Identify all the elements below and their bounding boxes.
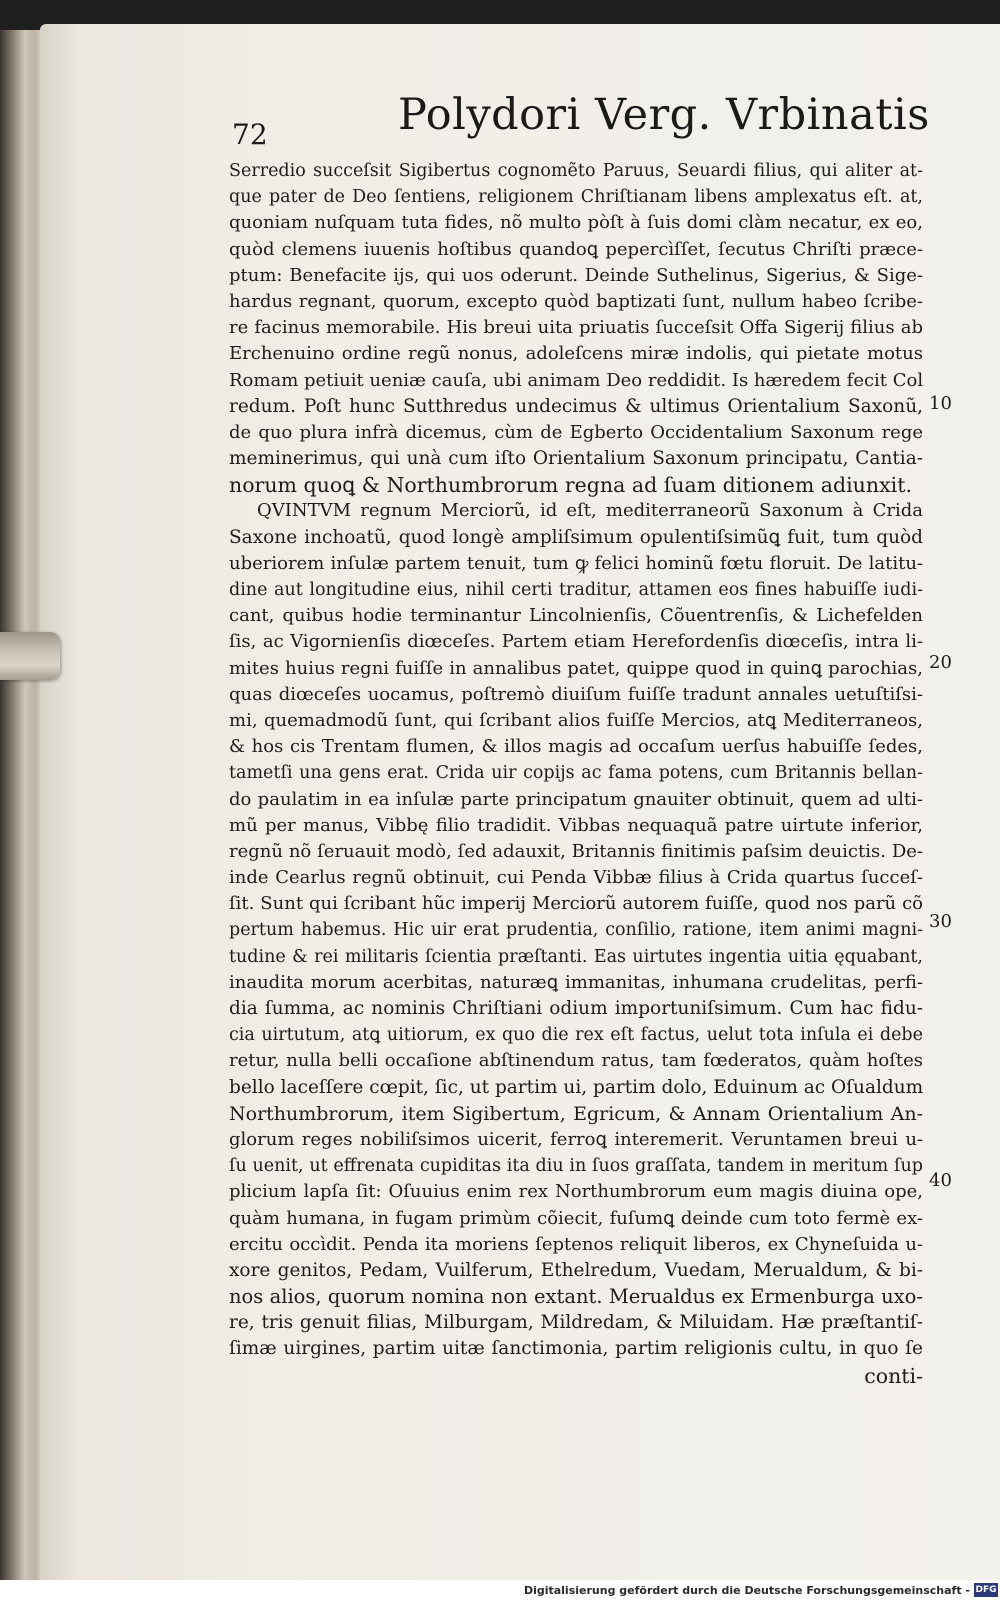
catchword: conti- — [864, 1363, 923, 1388]
text-line: redum. Poſt hunc Sutthredus undecimus & ultimus Orientalium Saxonũ, — [229, 395, 923, 417]
text-line: quoniam nuſquam tuta fides, nõ multo pòſt à ſuis domi clàm necatur, ex eo, — [229, 212, 923, 234]
running-head: Polydori Verg. Vrbinatis — [398, 90, 930, 140]
text-line: re facinus memorabile. His breui uita priuatis ſucceſsit Offa Sigerij filius ab — [229, 317, 923, 339]
text-line: Erchenuino ordine regũ nonus, adoleſcens miræ indolis, qui pietate motus — [229, 343, 923, 365]
text-line: mites huius regni fuiſſe in annalibus patet, quippe quod in quinꝗ parochias, — [229, 657, 923, 679]
text-line: do paulatim in ea inſulæ parte principatum gnauiter obtinuit, quem ad ulti- — [229, 788, 923, 810]
dfg-logo: DFG — [975, 1585, 997, 1595]
text-line: uberiorem inſulæ partem tenuit, tum ꝙ felici hominũ fœtu floruit. De latitu- — [229, 552, 923, 574]
text-line: mi, quemadmodũ ſunt, qui ſcribant alios fuiſſe Mercios, atꝗ Mediterraneos, — [229, 709, 923, 731]
margin-line-number: 30 — [929, 911, 952, 932]
margin-line-number: 10 — [929, 393, 952, 414]
footer-credit: Digitalisierung gefördert durch die Deutsche Forschungsgemeinschaft - — [523, 1584, 970, 1597]
margin-line-number: 20 — [929, 652, 952, 673]
text-line: ercitu occìdit. Penda ita moriens ſeptenos reliquit liberos, ex Chyneſuida u- — [229, 1233, 923, 1255]
text-line: ſu uenit, ut effrenata cupiditas ita diu in ſuos graſſata, tandem in meritum ſup — [229, 1156, 923, 1177]
text-line: meminerimus, qui unà cum iſto Orientalium Saxonum principatu, Cantia- — [229, 448, 923, 470]
text-line: cant, quibus hodie terminantur Lincolnienſis, Cõuentrenſis, & Lichefelden — [229, 605, 923, 627]
text-line: Northumbrorum, item Sigibertum, Egricum, & Annam Orientalium An- — [229, 1102, 923, 1125]
text-line: ſis, ac Vigornienſis diœceſes. Partem etiam Herefordenſis diœceſis, intra li- — [229, 631, 923, 653]
text-line: nos alios, quorum nomina non extant. Merualdus ex Ermenburga uxo- — [229, 1285, 923, 1309]
text-line: Saxone inchoatũ, quod longè ampliſsimum opulentiſsimũꝗ fuit, tum quòd — [229, 526, 923, 548]
text-block — [229, 158, 923, 1389]
text-line: xore genitos, Pedam, Vuilferum, Ethelredum, Vuedam, Merualdum, & bi- — [229, 1259, 923, 1281]
text-line: Romam petiuit ueniæ cauſa, ubi animam Deo reddidit. Is hæredem fecit Col — [229, 369, 924, 391]
folio-number: 72 — [232, 118, 268, 151]
text-line: tudine & rei militaris ſcientia præſtanti. Eas uirtutes ingentia uitia ęquabant, — [229, 946, 923, 967]
text-line: norum quoꝗ & Northumbrorum regna ad ſuam ditionem adiunxit. — [229, 473, 912, 498]
margin-line-number: 40 — [929, 1170, 952, 1191]
text-line: tametſi una gens erat. Crida uir copijs ac fama potens, cum Britannis bellan- — [229, 763, 923, 784]
text-line: inde Cearlus regnũ obtinuit, cui Penda Vibbæ filius à Crida quartus ſucceſ- — [229, 867, 923, 889]
text-line: retur, nulla belli occaſione abſtinendum ratus, tam fœderatos, quàm hoſtes — [229, 1050, 923, 1072]
text-line: ptum: Benefacite ijs, qui uos oderunt. Deinde Suthelinus, Sigerius, & Sige- — [229, 264, 923, 286]
text-line: plicium lapſa ſit: Oſuuius enim rex Northumbrorum eum magis diuina ope, — [229, 1181, 923, 1203]
text-line: Serredio succeſsit Sigibertus cognomẽto Paruus, Seuardi filius, qui aliter at- — [229, 161, 923, 181]
text-line: quas diœceſes uocamus, poſtremò diuiſum fuiſſe tradunt annales uetuſtiſsi- — [229, 683, 923, 705]
text-line: ſimæ uirgines, partim uitæ ſanctimonia, partim religionis cultu, in quo ſe — [229, 1338, 923, 1360]
text-line: dine aut longitudine eius, nihil certi traditur, attamen eos fines habuiſſe iudi- — [229, 580, 923, 600]
text-line: mũ per manus, Vibbę filio tradidit. Vibbas nequaquã patre uirtute inferior, — [229, 814, 923, 836]
text-line: ſit. Sunt qui ſcribant hũc imperij Merciorũ autorem fuiſſe, quod nos parũ cõ — [229, 893, 923, 915]
text-line: hardus regnant, quorum, excepto quòd baptizati ſunt, nullum habeo ſcribe- — [229, 290, 923, 312]
text-line: cia uirtutum, atꝗ uitiorum, ex quo die rex eſt factus, uelut tota inſula ei debe — [229, 1025, 923, 1046]
text-line: que pater de Deo ſentiens, religionem Chriſtianam libens amplexatus eſt. at, — [229, 187, 923, 208]
text-line: inaudita morum acerbitas, naturæꝗ immanitas, inhumana crudelitas, perfi- — [229, 971, 923, 993]
text-line: quòd clemens iuuenis hoſtibus quandoꝗ pepercìſſet, ſecutus Chriſti præce- — [229, 238, 923, 260]
text-line: de quo plura infrà dicemus, cùm de Egberto Occidentalium Saxonum rege — [229, 421, 923, 443]
text-line: dia ſumma, ac nominis Chriſtiani odium importuniſsimum. Cum hac fidu- — [229, 998, 923, 1019]
text-line: quàm humana, in fugam primùm cõiecit, fuſumꝗ deinde cum toto fermè ex- — [229, 1207, 923, 1229]
text-line: & hos cis Trentam flumen, & illos magis ad occaſum uerſus habuiſſe ſedes, — [229, 736, 923, 758]
footer-bar — [0, 1580, 1000, 1602]
text-line: re, tris genuit filias, Milburgam, Mildredam, & Miluidam. Hæ præſtantiſ- — [229, 1312, 923, 1334]
text-line: regnũ nõ ſeruauit modò, ſed adauxit, Britannis finitimis paſsim deuictis. De- — [229, 840, 923, 862]
ribbon-marker — [0, 632, 60, 680]
text-line: QVINTVM regnum Merciorũ, id eſt, mediterraneorũ Saxonum à Crida — [257, 500, 923, 522]
text-line: glorum reges nobiliſsimos uicerit, ferroꝗ interemerit. Veruntamen breui u- — [229, 1128, 923, 1150]
text-line: bello laceſſere cœpit, ſic, ut partim ui, partim dolo, Eduinum ac Oſualdum — [229, 1076, 924, 1098]
text-line: pertum habemus. Hic uir erat prudentia, conſilio, ratione, item animi magni- — [229, 920, 923, 941]
